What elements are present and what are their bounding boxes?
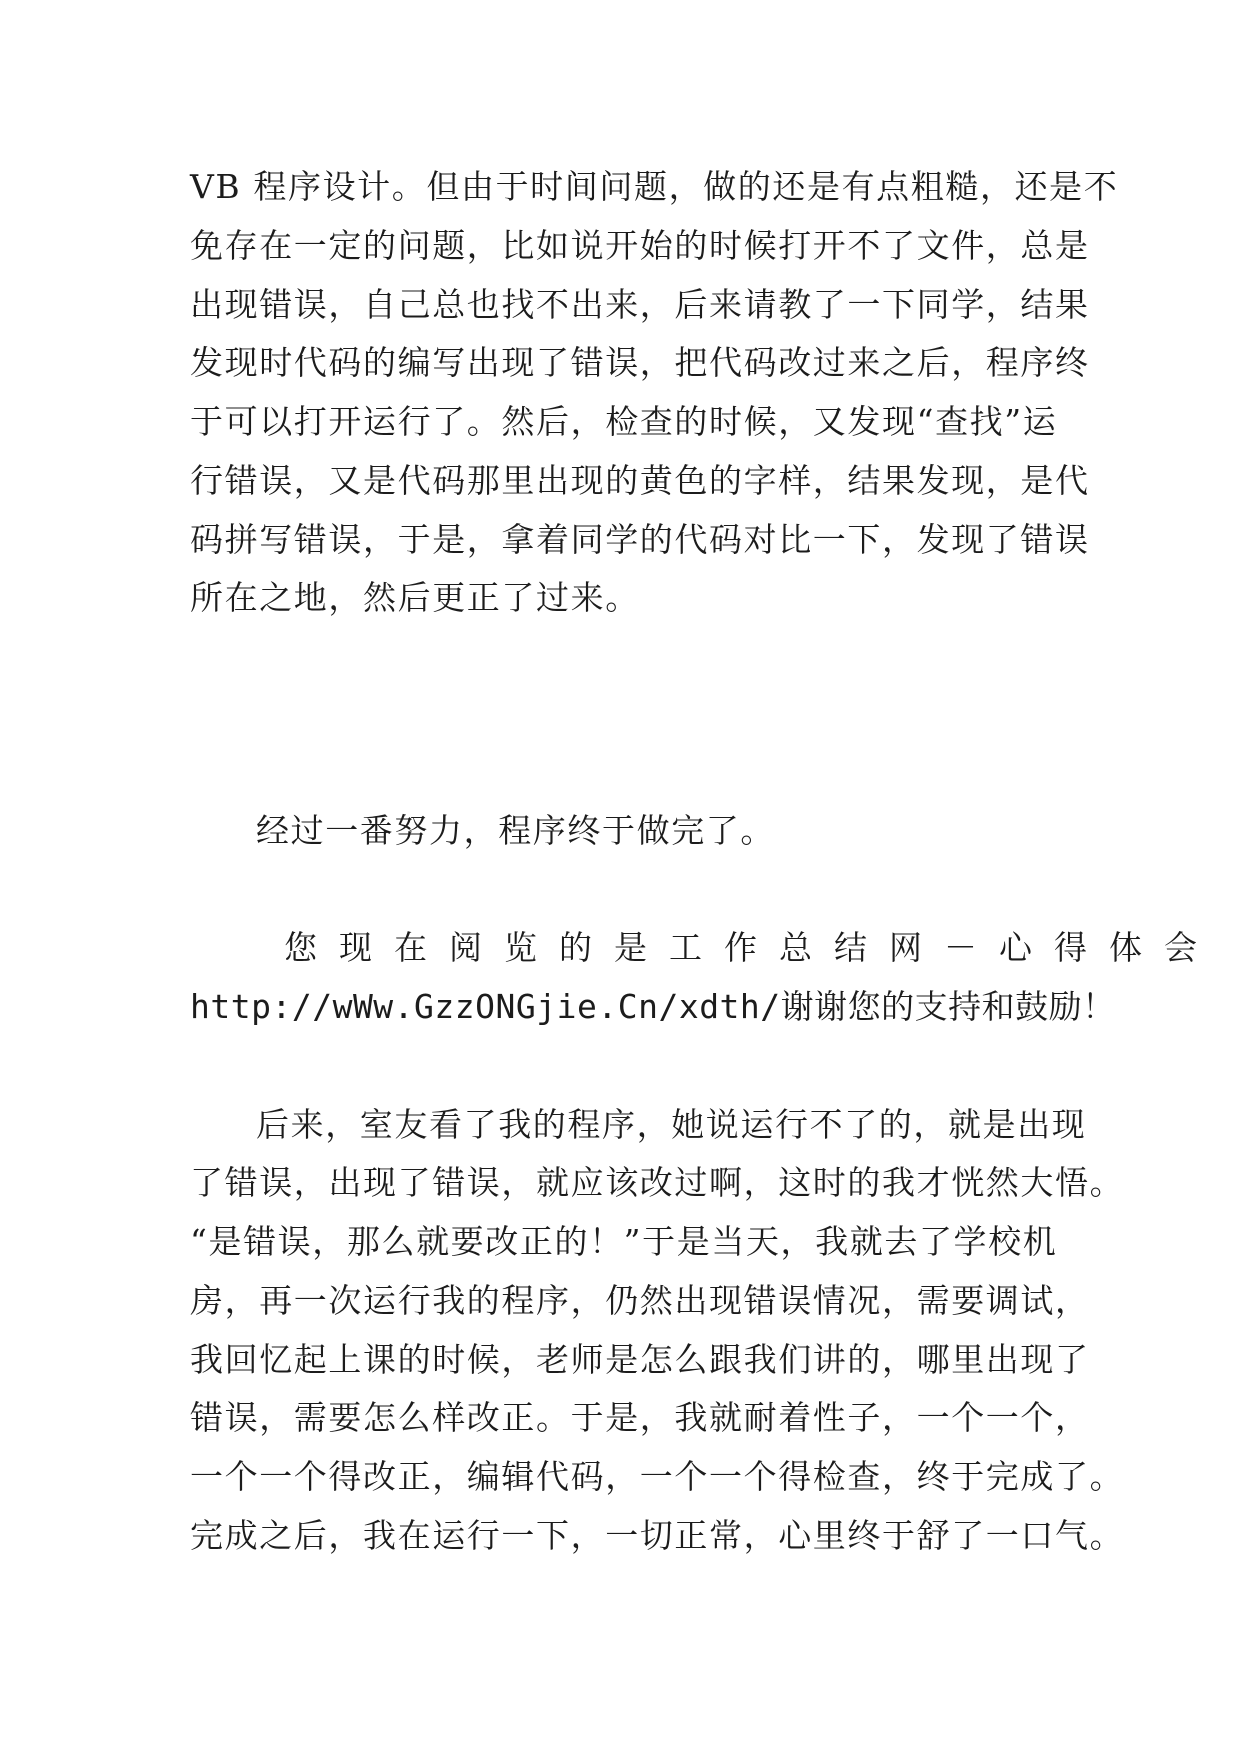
site-notice-line-1: 您现在阅览的是工作总结网－心得体会 bbox=[284, 928, 1219, 967]
paragraph-1-line-8: 所在之地，然后更正了过来。 bbox=[190, 578, 640, 617]
paragraph-3-line-8: 完成之后，我在运行一下，一切正常，心里终于舒了一口气。 bbox=[190, 1516, 1125, 1555]
paragraph-1-line-6: 行错误，又是代码那里出现的黄色的字样，结果发现，是代 bbox=[190, 461, 1090, 500]
paragraph-3-line-6: 错误，需要怎么样改正。于是，我就耐着性子，一个一个， bbox=[190, 1398, 1090, 1437]
paragraph-3-line-1: 后来，室友看了我的程序，她说运行不了的，就是出现 bbox=[256, 1105, 1087, 1144]
paragraph-1-line-5: 于可以打开运行了。然后，检查的时候，又发现“查找”运 bbox=[190, 402, 1058, 441]
paragraph-1-line-2: 免存在一定的问题，比如说开始的时候打开不了文件，总是 bbox=[190, 226, 1090, 265]
paragraph-3-line-5: 我回忆起上课的时候，老师是怎么跟我们讲的，哪里出现了 bbox=[190, 1340, 1090, 1379]
paragraph-1-line-4: 发现时代码的编写出现了错误，把代码改过来之后，程序终 bbox=[190, 343, 1090, 382]
paragraph-3-line-4: 房，再一次运行我的程序，仍然出现错误情况，需要调试， bbox=[190, 1281, 1090, 1320]
site-notice-line-2: http://wWw.GzzONGjie.Cn/xdth/谢谢您的支持和鼓励！ bbox=[190, 987, 1116, 1026]
paragraph-3-line-2: 了错误，出现了错误，就应该改过啊，这时的我才恍然大悟。 bbox=[190, 1163, 1125, 1202]
paragraph-3-line-7: 一个一个得改正，编辑代码，一个一个得检查，终于完成了。 bbox=[190, 1457, 1125, 1496]
paragraph-1-line-1: VB 程序设计。但由于时间问题，做的还是有点粗糙，还是不 bbox=[190, 167, 1119, 206]
paragraph-2: 经过一番努力，程序终于做完了。 bbox=[256, 811, 775, 850]
paragraph-1-line-7: 码拼写错误，于是，拿着同学的代码对比一下，发现了错误 bbox=[190, 520, 1090, 559]
paragraph-1-line-3: 出现错误，自己总也找不出来，后来请教了一下同学，结果 bbox=[190, 285, 1090, 324]
paragraph-3-line-3: “是错误，那么就要改正的！”于是当天，我就去了学校机 bbox=[190, 1222, 1058, 1261]
